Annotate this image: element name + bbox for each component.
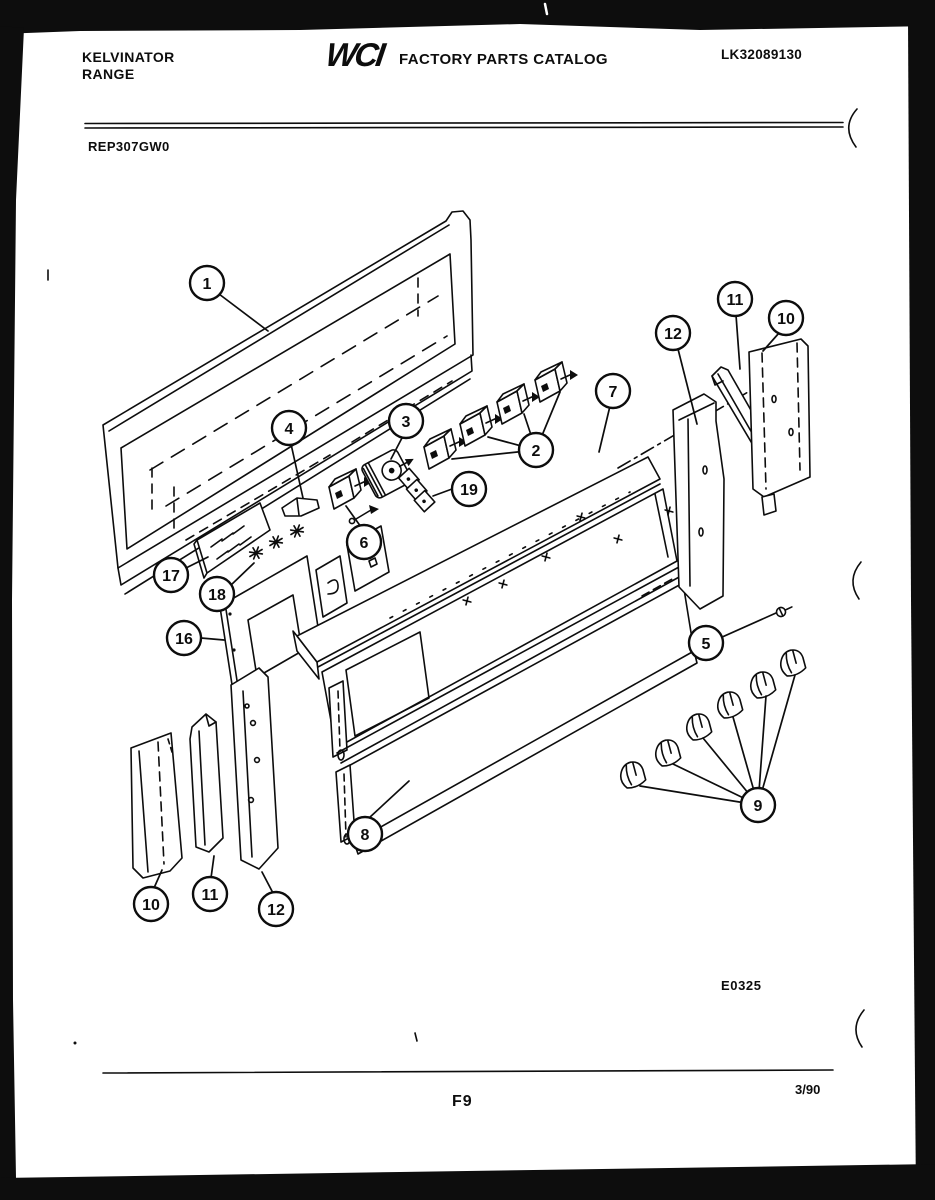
part-clock-housing [220,556,320,691]
svg-text:19: 19 [460,481,478,499]
part-support-bracket-left [190,714,223,852]
svg-text:3: 3 [401,413,411,431]
callout-10-top [769,301,803,335]
svg-text:11: 11 [201,886,219,904]
callout-19 [452,472,486,506]
catalog-title: FACTORY PARTS CATALOG [399,51,608,68]
callout-11-bottom [193,877,227,911]
svg-text:17: 17 [162,567,180,585]
footer-rule [103,1070,833,1073]
brand-line1: KELVINATOR [82,49,175,65]
part-side-bracket-right [673,394,724,609]
svg-text:5: 5 [701,635,711,653]
catalog-number: LK32089130 [721,47,803,62]
callout-18 [200,577,234,611]
part-screw [775,603,794,618]
svg-text:6: 6 [359,534,369,552]
svg-text:11: 11 [726,291,744,309]
brand-line2: RANGE [82,66,135,82]
header-rule [85,123,843,129]
svg-text:8: 8 [360,826,370,844]
drawing-code: E0325 [721,978,762,993]
part-side-bracket-left [231,668,278,869]
svg-text:10: 10 [777,310,795,328]
callout-4 [272,411,306,445]
callout-12-top [656,316,690,350]
part-backguard-panel [103,211,473,594]
part-bracket-clip [282,498,319,516]
svg-text:1: 1 [202,275,212,293]
callout-11-top [718,282,752,316]
svg-text:9: 9 [753,797,763,815]
model-number: REP307GW0 [88,139,170,154]
part-side-panel-left [131,733,182,878]
callout-2 [519,433,553,467]
callout-1 [190,266,224,300]
svg-text:4: 4 [284,420,294,438]
svg-text:10: 10 [142,896,160,914]
callout-3 [389,404,423,438]
wci-logo: WCI [323,36,386,73]
svg-text:16: 16 [175,630,193,648]
callout-12-bottom [259,892,293,926]
callout-9 [741,788,775,822]
callout-10-bottom [134,887,168,921]
svg-text:18: 18 [208,586,226,604]
svg-text:2: 2 [531,442,541,460]
page-number: F9 [452,1093,473,1110]
callout-16 [167,621,201,655]
callout-17 [154,558,188,592]
callout-5 [689,626,723,660]
callout-7 [596,374,630,408]
callout-8 [348,817,382,851]
svg-text:12: 12 [267,901,285,919]
svg-text:12: 12 [664,325,682,343]
svg-text:7: 7 [608,383,618,401]
revision-date: 3/90 [795,1082,821,1097]
part-side-panel-right [749,339,810,515]
callout-6 [347,525,381,559]
mounting-screw-icon [349,505,379,524]
